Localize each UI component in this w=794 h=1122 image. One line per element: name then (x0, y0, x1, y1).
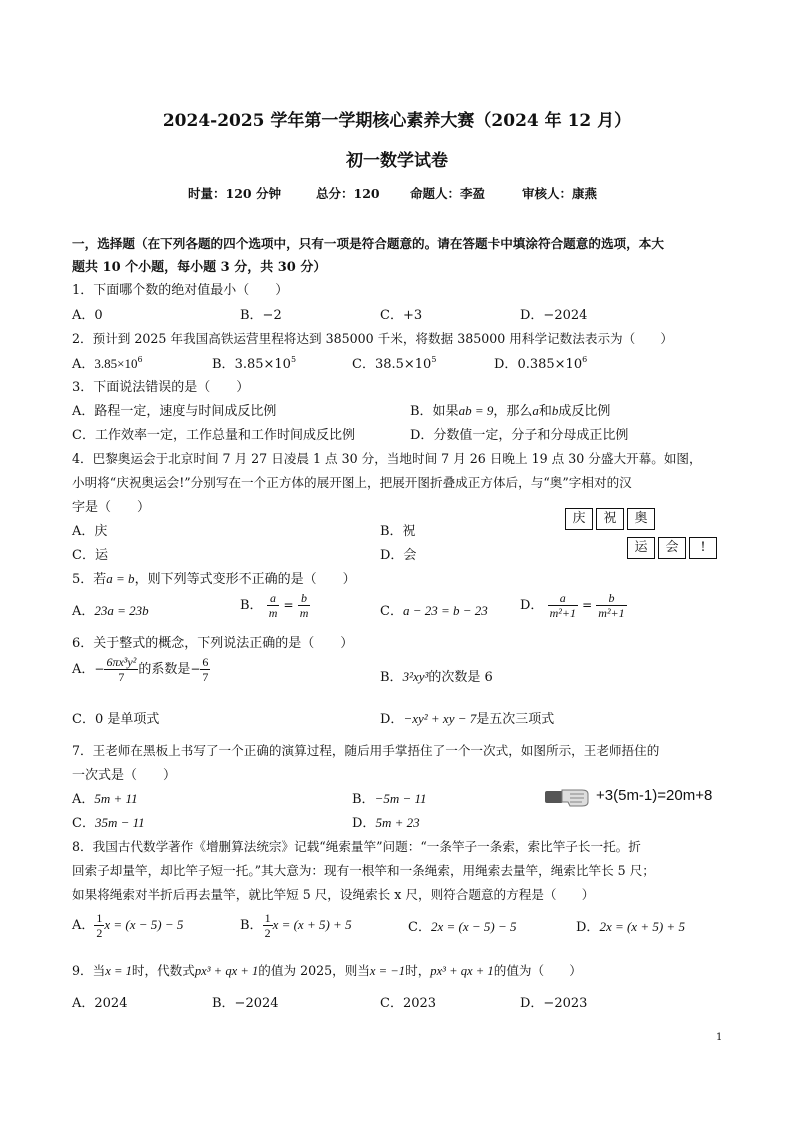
q9-expr1: px³ + qx + 1 (194, 964, 259, 978)
q1-stem: 1．下面哪个数的绝对值最小（ ） (72, 283, 289, 298)
q5-c-value: a − 23 = b − 23 (402, 603, 488, 618)
q7-b-label: B． (352, 792, 375, 807)
page-number: 1 (716, 1032, 723, 1043)
q5-option-d: D． $\frac{a}{\text{m²+1}}$ = $\frac{b}{\text{m²+1}}$ (520, 591, 625, 620)
q6-option-a: A．− $\frac{\text{6πx³y²}}{7}$ 的系数是− $\frac{6}{7}$ (72, 655, 209, 684)
exam-score: 总分：120 (316, 186, 380, 201)
q5-d-label: D． (520, 598, 544, 613)
q8-a-value: x = (x − 5) − 5 (104, 917, 184, 932)
q8-line1: 8．我国古代数学著作《增删算法统宗》记载“绳索量竿”问题：“一条竿子一条索，索比竿子长一托。折 (72, 839, 641, 854)
q3-b-and: 和 (538, 404, 552, 419)
q3-b-b: b (551, 403, 559, 418)
q9-expr2: px³ + qx + 1 (430, 964, 494, 978)
q1-option-a: A．0 (72, 308, 103, 323)
q8-a-label: A． (72, 918, 95, 933)
q9-option-b: B．−2024 (212, 996, 279, 1011)
q7-c-value: 35m − 11 (94, 815, 145, 830)
q8-option-c (408, 916, 516, 935)
q9-option-a: A．2024 (72, 996, 128, 1011)
q7-option-a (72, 788, 138, 807)
q5-b-frac1: $\frac{a}{m}$ (268, 591, 278, 620)
cube-net-cell: 奥 (627, 508, 655, 530)
q7-d-value: 5m + 23 (375, 815, 420, 830)
q9-post: 的值为（ ） (493, 963, 582, 978)
cube-net-cell: 运 (627, 537, 655, 559)
q9-option-c: C．2023 (380, 996, 437, 1011)
q8-b-label: B． (240, 918, 263, 933)
q2-option-a-exp: 6 (137, 355, 143, 364)
q7-d-label: D． (352, 816, 376, 831)
q8-option-a (72, 912, 183, 939)
exam-author: 命题人：李盈 (410, 186, 486, 201)
cube-net-cell: 会 (658, 537, 686, 559)
q3-option-d: D．分数值一定，分子和分母成正比例 (410, 428, 629, 443)
q6-a-mid: 的系数是 (138, 662, 191, 677)
q2-option-d-exp: 6 (582, 355, 588, 364)
exam-subtitle: 初一数学试卷 (346, 151, 448, 171)
q7-a-value: 5m + 11 (94, 791, 138, 806)
q5-d-frac2: $\frac{b}{\text{m²+1}}$ (598, 591, 625, 620)
q5-option-c (380, 600, 488, 619)
q3-option-a: A．路程一定，速度与时间成反比例 (72, 404, 277, 419)
q7-option-b (352, 788, 427, 807)
section-heading-line2: 题共 10 个小题，每小题 3 分，共 30 分） (72, 260, 327, 275)
q9-mid2: 的值为 2025，则当 (258, 963, 370, 978)
q9-mid1: 时，代数式 (131, 963, 195, 978)
q4-line2: 小明将“庆祝奥运会!”分别写在一个正方体的展开图上，把展开图折叠成正方体后，与“奥”字相对的汉 (72, 475, 632, 490)
q6-option-d (380, 708, 554, 727)
q3-option-b (410, 400, 610, 419)
q4-option-b: B．祝 (380, 524, 416, 539)
q2-option-c (352, 353, 436, 372)
q9-option-d: D．−2023 (520, 996, 588, 1011)
q5-stem-eq: a = b (106, 571, 135, 586)
q8-b-value: x = (x + 5) + 5 (272, 917, 352, 932)
q8-d-label: D． (576, 920, 600, 935)
q8-d-value: 2x = (x + 5) + 5 (599, 919, 685, 934)
q6-b-post: 的次数是 6 (428, 670, 493, 685)
cube-net-cell: 庆 (565, 508, 593, 530)
q4-option-a: A．庆 (72, 524, 108, 539)
exam-time: 时量：120 分钟 (188, 186, 281, 201)
q2-stem: 2．预计到 2025 年我国高铁运营里程将达到 385000 千米，将数据 385000 用科学记数法表示为（ ） (72, 331, 674, 346)
q7-c-label: C． (72, 816, 95, 831)
q5-d-frac1: $\frac{a}{\text{m²+1}}$ (549, 591, 576, 620)
q2-option-b-value: 3.85×10 (234, 357, 291, 372)
q8-c-value: 2x = (x − 5) − 5 (430, 919, 517, 934)
q5-b-label: B． (240, 598, 263, 613)
q1-option-c: C．+3 (380, 308, 423, 323)
q2-option-c-exp: 5 (431, 355, 437, 364)
q5-option-a (72, 600, 149, 619)
q8-line3: 如果将绳索对半折后再去量竿，就比竿短 5 尺，设绳索长 x 尺，则符合题意的方程是（ ） (72, 887, 595, 902)
q9-mid3: 时， (405, 963, 431, 978)
q7-option-d (352, 812, 420, 831)
q3-b-a: a (532, 403, 539, 418)
q1-option-b: B．−2 (240, 308, 282, 323)
q5-stem-post: ，则下列等式变形不正确的是（ ） (134, 572, 356, 587)
q5-stem (72, 568, 356, 587)
q2-option-a-label: A． (72, 357, 95, 372)
q2-option-c-label: C． (352, 357, 375, 372)
q9-stem (72, 960, 582, 979)
q6-option-b (380, 666, 493, 685)
q5-c-label: C． (380, 604, 403, 619)
q8-line2: 回索子却量竿，却比竿子短一托。”其大意为：现有一根竿和一条绳索，用绳索去量竿，绳索比竿长 5 尺； (72, 863, 655, 878)
q3-b-eq: ab = 9 (458, 403, 494, 418)
q2-option-d-value: 0.385×10 (517, 357, 583, 372)
q4-option-c: C．运 (72, 548, 108, 563)
q6-a-frac: $\frac{\text{6πx³y²}}{7}$ (106, 655, 137, 684)
q5-a-value: 23a = 23b (94, 603, 149, 618)
q9-pre: 9．当 (72, 963, 106, 978)
q4-option-d: D．会 (380, 548, 417, 563)
q3-option-c: C．工作效率一定，工作总量和工作时间成反比例 (72, 428, 355, 443)
q6-d-value: −xy² + xy − 7 (403, 711, 477, 726)
q8-a-frac: $\frac{1}{2}$ (96, 911, 103, 940)
q6-option-c: C．0 是单项式 (72, 712, 160, 727)
cube-net-cell: ! (689, 537, 717, 559)
q9-x1: x = 1 (105, 964, 132, 978)
q2-option-a (72, 353, 143, 372)
q2-option-d-label: D． (494, 357, 518, 372)
q6-a-frac2: $\frac{6}{7}$ (202, 655, 209, 684)
cube-net-cell: 祝 (596, 508, 624, 530)
q6-b-label: B． (380, 670, 403, 685)
q6-stem: 6．关于整式的概念，下列说法正确的是（ ） (72, 636, 354, 651)
q2-option-d (494, 353, 587, 372)
q6-a-label: A． (72, 662, 95, 677)
q7-line2: 一次式是（ ） (72, 768, 177, 783)
q2-option-a-value: 3.85×10 (94, 356, 138, 371)
q6-b-value: 3²xy³ (402, 669, 429, 684)
exam-reviewer: 审核人：康燕 (522, 186, 598, 201)
q4-line3: 字是（ ） (72, 500, 151, 515)
q2-option-b (212, 353, 296, 372)
q8-c-label: C． (408, 920, 431, 935)
q3-stem: 3．下面说法错误的是（ ） (72, 380, 250, 395)
q1-option-d: D．−2024 (520, 308, 588, 323)
exam-title: 2024-2025 学年第一学期核心素养大赛（2024 年 12 月） (162, 111, 632, 131)
q4-line1: 4．巴黎奥运会于北京时间 7 月 27 日凌晨 1 点 30 分，当地时间 7 月 26 日晚上 19 点 30 分盛大开幕。如图， (72, 451, 702, 466)
q5-b-frac2: $\frac{b}{m}$ (299, 591, 309, 620)
q2-option-b-exp: 5 (290, 355, 297, 364)
q2-option-b-label: B． (212, 357, 235, 372)
q6-d-label: D． (380, 712, 404, 727)
q3-b-mid: ，那么 (493, 404, 533, 419)
q7-a-label: A． (72, 792, 95, 807)
q5-stem-pre: 5．若 (72, 572, 107, 587)
q5-a-label: A． (72, 604, 95, 619)
q7-line1: 7．王老师在黑板上书写了一个正确的演算过程，随后用手掌捂住了一个一次式，如图所示，王老师捂住的 (72, 743, 660, 758)
q2-option-c-value: 38.5×10 (374, 357, 432, 372)
section-heading-line1: 一，选择题（在下列各题的四个选项中，只有一项是符合题意的。请在答题卡中填涂符合题意的选项，本大 (72, 236, 664, 251)
q7-b-value: −5m − 11 (374, 791, 427, 806)
q9-x2: x = −1 (369, 964, 406, 978)
q3-b-pre: B．如果 (410, 404, 459, 419)
hand-icon (544, 786, 594, 808)
q7-figure-equation: +3(5m-1)=20m+8 (596, 787, 713, 804)
q3-b-post: 成反比例 (558, 404, 611, 419)
q7-option-c (72, 812, 145, 831)
q5-option-b: B． $\frac{a}{m}$ = $\frac{b}{m}$ (240, 591, 309, 620)
q8-option-d (576, 916, 685, 935)
q8-option-b (240, 912, 352, 939)
q6-d-post: 是五次三项式 (476, 712, 555, 727)
q8-b-frac: $\frac{1}{2}$ (264, 911, 271, 940)
